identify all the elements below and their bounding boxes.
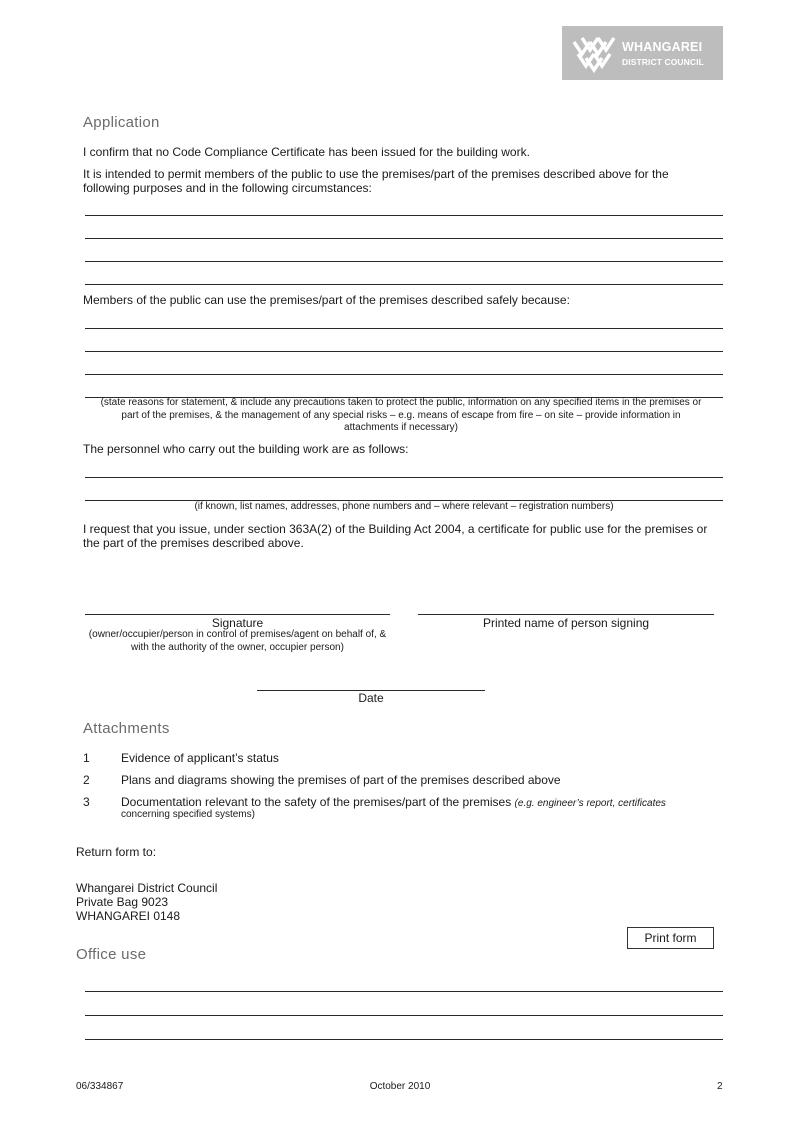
personnel-statement: The personnel who carry out the building work are as follows:: [83, 442, 409, 456]
safely-statement: Members of the public can use the premises/part of the premises described safely because:: [83, 293, 570, 307]
request-statement: I request that you issue, under section 363A(2) of the Building Act 2004, a certificate for public use for the premises or the part of the premises described above.: [83, 522, 708, 550]
attachment-number: 2: [83, 773, 90, 787]
confirm-statement: I confirm that no Code Compliance Certificate has been issued for the building work.: [83, 145, 530, 159]
purposes-line[interactable]: [85, 284, 723, 285]
personnel-line[interactable]: [85, 477, 723, 478]
logo-subtitle: DISTRICT COUNCIL: [622, 57, 704, 67]
attachment-item: Plans and diagrams showing the premises of part of the premises described above: [121, 773, 561, 787]
attachment-item-note-cont: concerning specified systems): [121, 809, 255, 820]
return-address-line: Whangarei District Council: [76, 881, 218, 895]
application-heading: Application: [83, 114, 160, 131]
attachments-heading: Attachments: [83, 720, 170, 737]
office-use-line[interactable]: [85, 1039, 723, 1040]
attachment-number: 1: [83, 751, 90, 765]
purposes-line[interactable]: [85, 215, 723, 216]
council-logo: [562, 26, 723, 80]
office-use-heading: Office use: [76, 946, 147, 963]
attachment-item-text: Documentation relevant to the safety of the premises/part of the premises: [121, 795, 512, 809]
safety-reason-line[interactable]: [85, 351, 723, 352]
safety-reason-line[interactable]: [85, 328, 723, 329]
return-label: Return form to:: [76, 845, 157, 859]
printed-name-label: Printed name of person signing: [482, 616, 650, 630]
footer-page-number: 2: [717, 1081, 723, 1092]
footer-reference: 06/334867: [76, 1081, 124, 1092]
wdc-chevron-logo-icon: [572, 32, 618, 74]
attachment-number: 3: [83, 795, 90, 809]
date-label: Date: [358, 691, 384, 705]
printed-name-line[interactable]: [418, 614, 714, 615]
office-use-line[interactable]: [85, 991, 723, 992]
intended-statement: It is intended to permit members of the public to use the premises/part of the premises described above for the following purposes and in the following circumstances:: [83, 167, 669, 195]
print-form-button[interactable]: Print form: [627, 927, 714, 949]
attachment-item: Evidence of applicant’s status: [121, 751, 279, 765]
purposes-line[interactable]: [85, 238, 723, 239]
logo-name: WHANGAREI: [622, 40, 703, 54]
signature-note: (owner/occupier/person in control of premises/agent on behalf of, & with the authority of the owner, occupier person): [88, 629, 387, 653]
personnel-note: (if known, list names, addresses, phone numbers and – where relevant – registration numbers): [194, 501, 614, 512]
return-address-line: Private Bag 9023: [76, 895, 169, 909]
office-use-line[interactable]: [85, 1015, 723, 1016]
signature-label: Signature: [211, 616, 264, 630]
attachment-item-note: (e.g. engineer’s report, certificates: [514, 798, 666, 809]
return-address-line: WHANGAREI 0148: [76, 909, 181, 923]
footer-date: October 2010: [369, 1081, 431, 1092]
safety-reason-line[interactable]: [85, 374, 723, 375]
reasons-note: (state reasons for statement, & include any precautions taken to protect the public, information on any specified items in the premises or part of the premises, & the management of any special risks – e.g. means of escape from fire – on site – provide information in attachments if necessary): [100, 397, 702, 433]
purposes-line[interactable]: [85, 261, 723, 262]
signature-line[interactable]: [85, 614, 390, 615]
